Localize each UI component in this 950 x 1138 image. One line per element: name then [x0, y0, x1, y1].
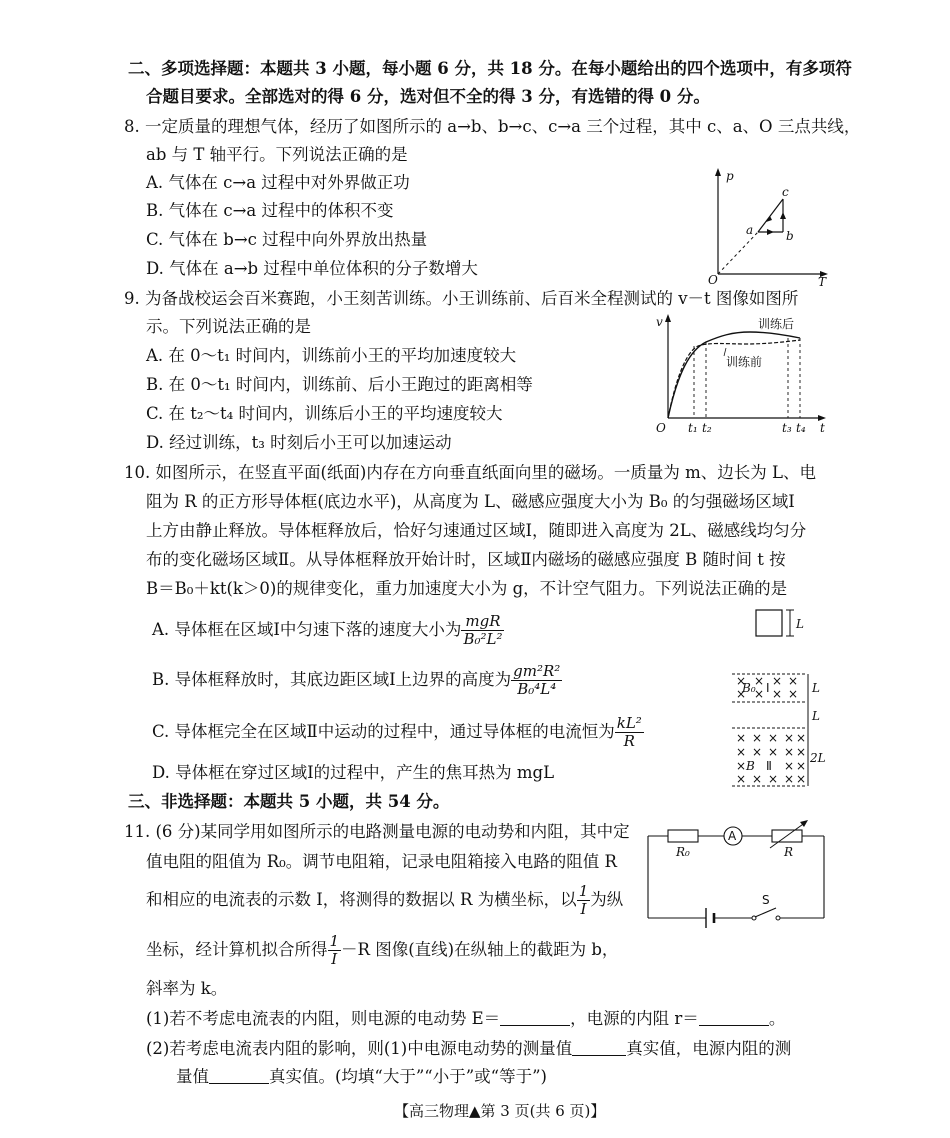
label-t4: t₄	[796, 421, 806, 435]
q10-option-b	[152, 660, 562, 700]
q10-option-c-fraction	[615, 715, 644, 750]
q9-option-b: B. 在 0～t₁ 时间内，训练前、后小王跑过的距离相等	[146, 375, 533, 394]
region2-B-label: B	[746, 759, 755, 773]
svg-text:×: ×	[768, 745, 779, 759]
curve-before-training	[668, 340, 800, 418]
svg-text:×: ×	[788, 674, 799, 688]
q9-option-d: D. 经过训练，t₃ 时刻后小王可以加速运动	[146, 433, 452, 452]
q11-stem-line4-b: －R 图像(直线)在纵轴上的截距为 b，	[341, 940, 619, 959]
svg-text:×: ×	[796, 772, 807, 786]
resistor-R0-label: R₀	[676, 845, 690, 859]
answer-blank-r-compare[interactable]	[209, 1067, 269, 1084]
svg-text:×: ×	[752, 745, 763, 759]
q9-option-c: C. 在 t₂～t₄ 时间内，训练后小王的平均速度较大	[146, 404, 503, 423]
switch-S	[755, 908, 776, 917]
q11-stem-line1: 11. (6 分)某同学用如图所示的电路测量电源的电动势和内阻，其中定	[124, 822, 630, 841]
q10-a-denominator: B₀²L²	[463, 630, 503, 648]
q10-option-a-fraction	[461, 613, 504, 648]
q11-stem-line3-a: 和相应的电流表的示数 I，将测得的数据以 R 为横坐标，以	[146, 890, 577, 909]
answer-blank-E[interactable]	[500, 1009, 570, 1026]
q8-stem-line1: 8. 一定质量的理想气体，经历了如图所示的 a→b、b→c、c→a 三个过程，其中 c、a、O 三点共线，	[124, 117, 861, 136]
q9-stem-line1: 9. 为备战校运会百米赛跑，小王刻苦训练。小王训练前、后百米全程测试的 v－t 图像如图所	[124, 289, 799, 308]
svg-text:×: ×	[784, 772, 795, 786]
region1-B0-label: B₀	[742, 681, 756, 695]
q8-option-a: A. 气体在 c→a 过程中对外界做正功	[146, 173, 410, 192]
q8-option-c: C. 气体在 b→c 过程中向外界放出热量	[146, 230, 428, 249]
q10-option-c-text: C. 导体框完全在区域Ⅱ中运动的过程中，通过导体框的电流恒为	[152, 722, 615, 741]
svg-text:×: ×	[784, 745, 795, 759]
q10-option-c	[152, 712, 644, 752]
region1-height-label: L	[812, 681, 820, 695]
section2-heading-cont: 合题目要求。全部选对的得 6 分，选对但不全的得 3 分，有选错的得 0 分。	[146, 87, 710, 106]
svg-text:×: ×	[736, 772, 747, 786]
section2-heading: 二、多项选择题：本题共 3 小题，每小题 6 分，共 18 分。在每小题给出的四个选项中，有多项符	[128, 59, 852, 78]
svg-text:×: ×	[772, 687, 783, 701]
q10-a-numerator: mgR	[461, 613, 504, 631]
svg-text:×: ×	[784, 731, 795, 745]
label-t3: t₃	[782, 421, 792, 435]
svg-text:×: ×	[768, 731, 779, 745]
v-axis-arrow	[665, 314, 671, 322]
label-b: b	[786, 229, 794, 243]
q11-part2-a: (2)若考虑电流表内阻的影响，则(1)中电源电动势的测量值	[146, 1039, 573, 1058]
svg-text:×: ×	[752, 772, 763, 786]
svg-text:×: ×	[736, 745, 747, 759]
q11-stem-line3	[146, 880, 623, 920]
q9-vt-graph	[650, 312, 830, 438]
q10-b-denominator: B₀⁴L⁴	[517, 680, 557, 698]
q10-stem-line1: 10. 如图所示，在竖直平面(纸面)内存在方向垂直纸面向里的磁场。一质量为 m、边长为 L、电	[124, 463, 816, 482]
q9-stem-line2: 示。下列说法正确的是	[146, 317, 311, 336]
svg-text:×: ×	[736, 674, 747, 688]
svg-text:×: ×	[796, 731, 807, 745]
label-c: c	[782, 185, 789, 199]
q10-stem-line5: B＝B₀＋kt(k＞0)的规律变化，重力加速度大小为 g，不计空气阻力。下列说法正确的是	[146, 579, 788, 598]
q11-line4-denominator: I	[331, 950, 338, 968]
q11-part2	[146, 1038, 791, 1060]
q10-stem-line3: 上方由静止释放。导体框释放后，恰好匀速通过区域Ⅰ，随即进入高度为 2L、磁感线均匀分	[146, 521, 807, 540]
answer-blank-emf-compare[interactable]	[572, 1039, 626, 1056]
svg-text:×: ×	[796, 745, 807, 759]
q11-part2-b: 真实值，电源内阻的测	[626, 1039, 792, 1058]
line-c-a	[758, 199, 783, 232]
q11-line4-numerator: 1	[329, 932, 340, 950]
label-before-training: 训练前	[726, 355, 763, 369]
page-footer: 【高三物理▲第 3 页(共 6 页)】	[394, 1102, 606, 1120]
q11-stem-line5: 斜率为 k。	[146, 979, 228, 998]
q11-part2-d: 真实值。(均填“大于”“小于”或“等于”)	[269, 1067, 547, 1086]
q8-stem-line2: ab 与 T 轴平行。下列说法正确的是	[146, 145, 408, 164]
fixed-resistor-R0	[668, 830, 698, 842]
curve-after-training	[668, 332, 800, 418]
q11-one-over-I	[577, 883, 591, 918]
svg-text:×: ×	[784, 759, 795, 773]
switch-S-label: S	[762, 893, 770, 907]
region2-label: Ⅱ	[766, 759, 772, 773]
section3-heading: 三、非选择题：本题共 5 小题，共 54 分。	[128, 792, 450, 811]
label-a: a	[746, 223, 754, 237]
q11-circuit-diagram	[642, 820, 832, 932]
q10-option-a-text: A. 导体框在区域Ⅰ中匀速下落的速度大小为	[152, 620, 462, 639]
label-after-training: 训练后	[758, 317, 795, 331]
label-t2: t₂	[702, 421, 712, 435]
svg-text:×: ×	[736, 759, 747, 773]
frame-height-label: L	[796, 617, 804, 631]
label-t: t	[820, 421, 825, 435]
svg-text:×: ×	[754, 687, 765, 701]
q10-magnetic-field-diagram	[726, 600, 836, 800]
q8-option-d: D. 气体在 a→b 过程中单位体积的分子数增大	[146, 259, 478, 278]
q11-part1-b: ，电源的内阻 r＝	[570, 1009, 699, 1028]
svg-text:×: ×	[768, 772, 779, 786]
region1-label: Ⅰ	[766, 681, 770, 695]
svg-text:×: ×	[754, 674, 765, 688]
q11-stem-line4-a: 坐标，经计算机拟合所得	[146, 940, 328, 959]
q11-part1	[146, 1008, 785, 1030]
svg-text:×: ×	[736, 731, 747, 745]
square-frame	[756, 610, 782, 636]
q11-line3-denominator: I	[580, 900, 587, 918]
label-v: v	[656, 315, 663, 329]
svg-text:×: ×	[796, 759, 807, 773]
gap-height-label: L	[812, 709, 820, 723]
q11-line3-numerator: 1	[578, 882, 589, 900]
q10-option-d: D. 导体框在穿过区域Ⅰ的过程中，产生的焦耳热为 mgL	[152, 763, 555, 782]
svg-text:×: ×	[772, 674, 783, 688]
label-origin: O	[656, 421, 666, 435]
label-p: p	[726, 169, 734, 183]
q8-option-b: B. 气体在 c→a 过程中的体积不变	[146, 201, 394, 220]
svg-text:×: ×	[788, 687, 799, 701]
q11-stem-line3-b: 为纵	[590, 890, 624, 909]
resistor-R-label: R	[784, 845, 794, 859]
p-axis-arrow	[715, 168, 721, 176]
svg-text:×: ×	[752, 731, 763, 745]
svg-text:×: ×	[736, 687, 747, 701]
ammeter-label: A	[728, 829, 737, 843]
q11-part1-a: (1)若不考虑电流表的内阻，则电源的电动势 E＝	[146, 1009, 501, 1028]
q10-c-denominator: R	[623, 732, 635, 750]
arrow-a-b	[767, 229, 774, 235]
q10-stem-line4: 布的变化磁场区域Ⅱ。从导体框释放开始计时，区域Ⅱ内磁场的磁感应强度 B 随时间 t 按	[146, 550, 786, 569]
label-T: T	[818, 275, 827, 286]
q10-stem-line2: 阻为 R 的正方形导体框(底边水平)，从高度为 L、磁感应强度大小为 B₀ 的匀强磁场区域Ⅰ	[146, 492, 795, 511]
dashed-line-O-a	[718, 232, 758, 274]
answer-blank-r[interactable]	[699, 1009, 769, 1026]
q11-part1-c: 。	[768, 1009, 786, 1028]
q11-one-over-I-2	[328, 933, 342, 968]
q9-option-a: A. 在 0～t₁ 时间内，训练前小王的平均加速度较大	[146, 346, 517, 365]
q10-c-numerator: kL²	[616, 714, 642, 732]
q10-option-a	[152, 610, 504, 650]
label-t1: t₁	[688, 421, 698, 435]
q11-part2-cont	[176, 1066, 547, 1088]
label-O: O	[708, 273, 718, 286]
region2-height-label: 2L	[810, 751, 826, 765]
q10-option-b-text: B. 导体框释放时，其底边距区域Ⅰ上边界的高度为	[152, 670, 512, 689]
arrow-b-c	[780, 212, 786, 219]
q11-part2-c: 量值	[176, 1067, 209, 1086]
q11-stem-line2: 值电阻的阻值为 R₀。调节电阻箱，记录电阻箱接入电路的阻值 R	[146, 852, 617, 871]
q10-option-b-fraction	[511, 663, 562, 698]
q8-pT-diagram	[700, 166, 830, 286]
q11-stem-line4	[146, 930, 618, 970]
q10-b-numerator: gm²R²	[513, 662, 561, 680]
